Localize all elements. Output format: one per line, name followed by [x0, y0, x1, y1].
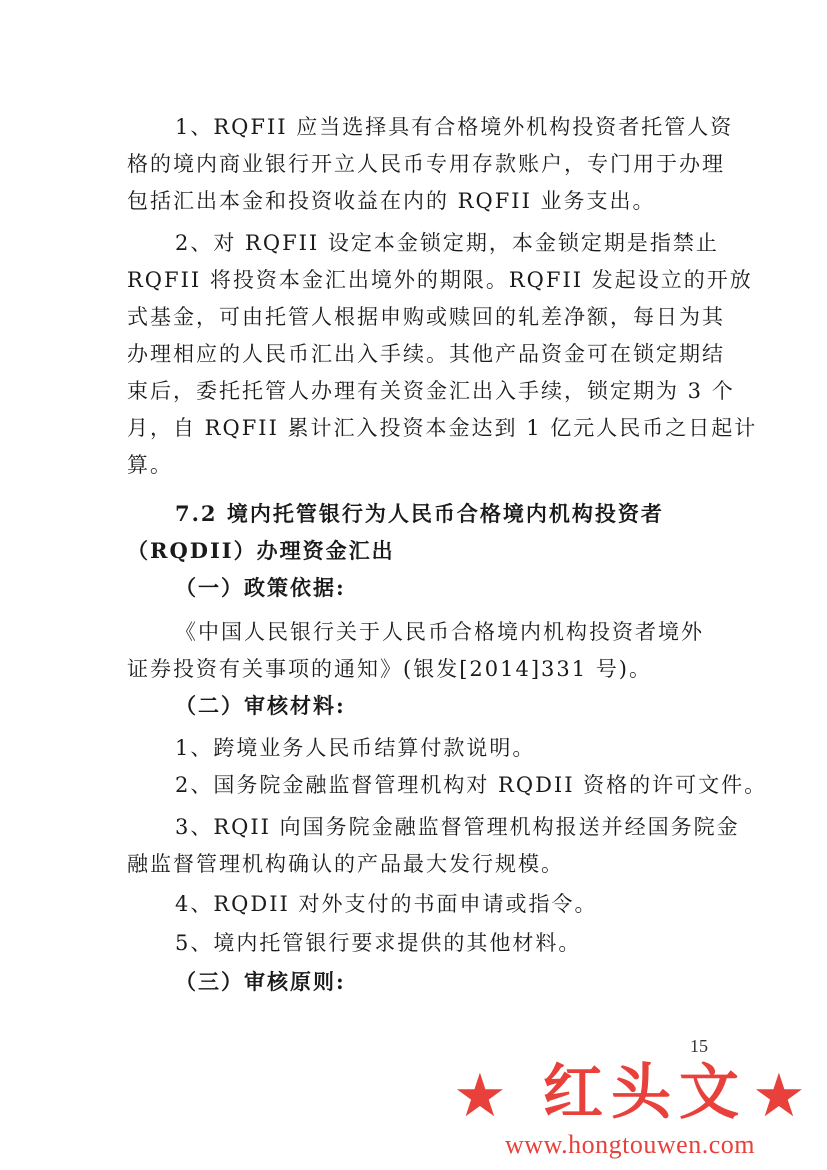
- list-item: 2、国务院金融监督管理机构对 RQDII 资格的许可文件。: [175, 773, 768, 797]
- section-heading: 7.2 境内托管银行为人民币合格境内机构投资者: [175, 501, 664, 526]
- paragraph-line: RQFII 将投资本金汇出境外的期限。RQFII 发起设立的开放: [127, 268, 753, 292]
- subsection-heading: （三）审核原则:: [175, 969, 346, 994]
- list-item: 3、RQII 向国务院金融监督管理机构报送并经国务院金: [175, 815, 740, 839]
- list-item: 5、境内托管银行要求提供的其他材料。: [175, 931, 582, 955]
- paragraph-line: 算。: [127, 453, 173, 477]
- page-number: 15: [690, 1036, 708, 1056]
- paragraph-line: 格的境内商业银行开立人民币专用存款账户，专门用于办理: [127, 152, 725, 176]
- watermark-url: www.hongtouwen.com: [505, 1130, 755, 1159]
- section-heading: （RQDII）办理资金汇出: [127, 538, 395, 563]
- paragraph-line: 2、对 RQFII 设定本金锁定期，本金锁定期是指禁止: [175, 231, 719, 255]
- paragraph-line: 1、RQFII 应当选择具有合格境外机构投资者托管人资: [175, 115, 734, 139]
- paragraph-line: 办理相应的人民币汇出入手续。其他产品资金可在锁定期结: [127, 342, 725, 366]
- subsection-heading: （二）审核材料:: [175, 693, 346, 718]
- list-item: 4、RQDII 对外支付的书面申请或指令。: [175, 892, 598, 916]
- star-icon: ★: [453, 1061, 507, 1131]
- subsection-heading: （一）政策依据:: [175, 575, 346, 600]
- watermark-logo: 红头文: [543, 1058, 747, 1128]
- paragraph-line: 束后，委托托管人办理有关资金汇出入手续，锁定期为 3 个: [127, 379, 735, 403]
- star-icon: ★: [752, 1061, 806, 1131]
- list-item: 1、跨境业务人民币结算付款说明。: [175, 736, 536, 760]
- paragraph-line: 证券投资有关事项的通知》(银发[2014]331 号)。: [127, 657, 652, 681]
- paragraph-line: 式基金，可由托管人根据申购或赎回的轧差净额，每日为其: [127, 305, 725, 329]
- paragraph-line: 《中国人民银行关于人民币合格境内机构投资者境外: [175, 620, 704, 644]
- paragraph-line: 包括汇出本金和投资收益在内的 RQFII 业务支出。: [127, 189, 656, 213]
- list-item: 融监督管理机构确认的产品最大发行规模。: [127, 852, 564, 876]
- paragraph-line: 月，自 RQFII 累计汇入投资本金达到 1 亿元人民币之日起计: [127, 416, 758, 440]
